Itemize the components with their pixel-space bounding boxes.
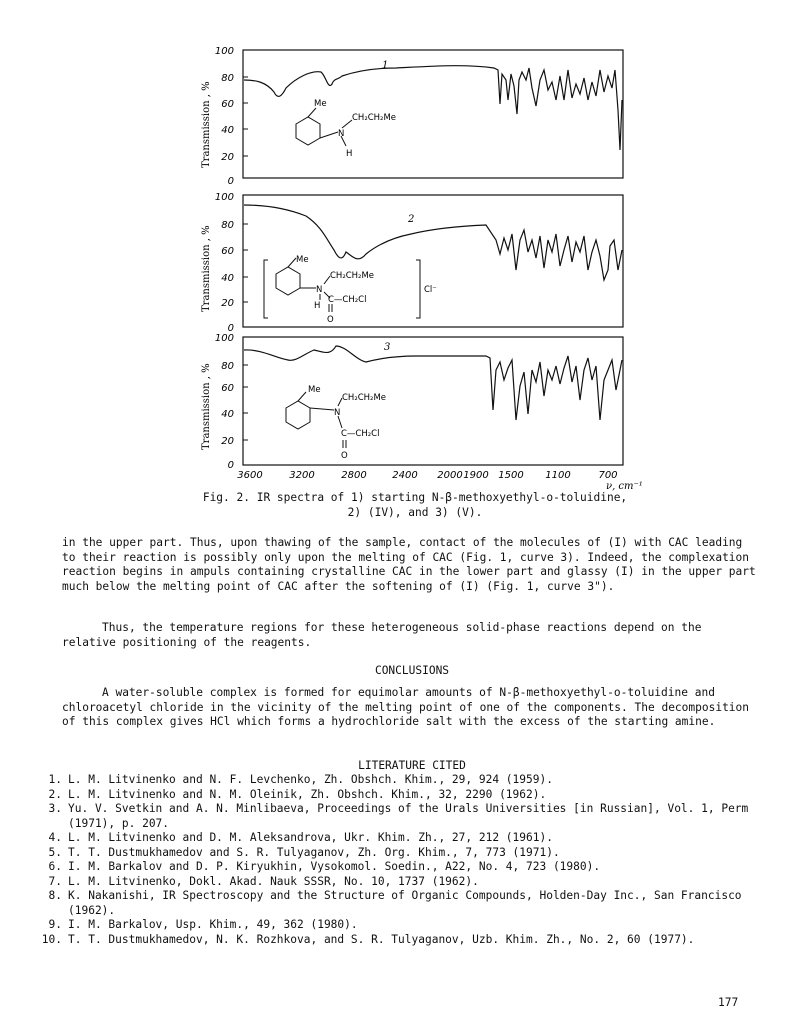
methyl-label: Me: [308, 385, 321, 395]
caption-line-2: 2) (IV), and 3) (V).: [347, 506, 483, 519]
spectrum-curve-3: [244, 346, 622, 420]
y-tick: 80: [221, 220, 234, 231]
x-axis-unit: ν, cm⁻¹: [606, 481, 643, 492]
x-ticks: [237, 470, 617, 481]
bracket-right: [416, 260, 420, 318]
reference-number: 6.: [48, 860, 62, 873]
counterion-label: Cl⁻: [424, 285, 437, 295]
benzene-ring-1: [296, 117, 320, 145]
y-tick: 60: [221, 383, 234, 394]
curve-label-3: 3: [384, 342, 391, 353]
paragraph-1: in the upper part. Thus, upon thawing of the sample, contact of the molecules of (I) with CAC leading to their reaction is possibly only upon the melting of CAC (Fig. 1, curve 3). Indeed, the complexation reaction begins in ampuls containing crystalline CAC in the lower part and glassy (I) in the upper part much below the melting point of CAC after the softening of (I) (Fig. 1, curve 3").: [62, 536, 756, 593]
hydrogen-label: H: [314, 301, 321, 311]
reference-item: [32, 788, 772, 803]
benzene-ring-3: [286, 401, 310, 429]
structure-1: [296, 108, 352, 146]
y-axis-title-1: Transmission , %: [201, 81, 212, 168]
ir-spectra-figure: [196, 40, 643, 500]
reference-number: 8.: [48, 889, 62, 902]
reference-item: [32, 846, 772, 861]
reference-number: 3.: [48, 802, 62, 815]
structure-3-labels: [308, 385, 386, 461]
oxygen-label: O: [341, 451, 348, 461]
structure-3: [286, 392, 346, 448]
page-number: 177: [718, 996, 739, 1009]
y-tick: 20: [221, 298, 234, 309]
spectrum-curve-2: [244, 205, 622, 280]
y-tick: 80: [221, 73, 234, 84]
y-tick: 100: [214, 333, 234, 344]
x-tick: 2400: [392, 470, 418, 481]
panel-2-y-ticks: [215, 192, 234, 334]
reference-number: 5.: [48, 845, 62, 859]
chain-label: CH₂CH₂Me: [352, 113, 397, 123]
y-tick: 0: [227, 460, 234, 471]
y-tick: 20: [221, 436, 234, 447]
nitrogen-label: N: [334, 408, 341, 418]
y-tick: 60: [221, 246, 234, 257]
reference-text: Yu. V. Svetkin and A. N. Minlibaeva, Proceedings of the Urals Universities [in Russian], Vol. 1, Perm (1971), p. 207.: [68, 802, 749, 830]
figure-caption: [180, 490, 650, 520]
structure-2-labels: [296, 255, 437, 325]
paragraph-2: Thus, the temperature regions for these heterogeneous solid-phase reactions depend on the relative positioning of the reagents.: [62, 621, 702, 649]
curve-label-1: 1: [382, 60, 389, 71]
spectrum-curve-1: [244, 66, 622, 150]
reference-text: L. M. Litvinenko and D. M. Aleksandrova, Ukr. Khim. Zh., 27, 212 (1961).: [68, 831, 553, 844]
y-tick: 40: [221, 125, 234, 136]
curve-label-2: 2: [408, 214, 415, 225]
reference-item: [32, 802, 772, 831]
reference-text: L. M. Litvinenko, Dokl. Akad. Nauk SSSR, No. 10, 1737 (1962).: [68, 874, 479, 888]
y-tick-marks: [243, 77, 248, 440]
y-axis-title-2: Transmission , %: [201, 225, 212, 312]
structure-2: [264, 258, 420, 318]
acyl-label: C—CH₂Cl: [328, 295, 367, 305]
y-tick: 0: [227, 176, 234, 187]
y-tick: 20: [221, 152, 234, 163]
reference-text: L. M. Litvinenko and N. F. Levchenko, Zh. Obshch. Khim., 29, 924 (1959).: [68, 773, 553, 786]
methyl-label: Me: [296, 255, 309, 265]
reference-text: I. M. Barkalov, Usp. Khim., 49, 362 (1980).: [68, 918, 358, 931]
reference-item: [32, 860, 772, 875]
reference-text: K. Nakanishi, IR Spectroscopy and the Structure of Organic Compounds, Holden-Day Inc., San Francisco (1962).: [68, 889, 742, 917]
reference-text: T. T. Dustmukhamedov, N. K. Rozhkova, and S. R. Tulyaganov, Uzb. Khim. Zh., No. 2, 60 (1977).: [68, 932, 695, 946]
y-tick: 100: [214, 192, 234, 203]
reference-number: 2.: [48, 787, 62, 801]
x-tick: 1900: [463, 470, 489, 481]
methyl-label: Me: [314, 99, 327, 109]
hydrogen-label: H: [346, 149, 353, 159]
y-tick: 100: [214, 46, 234, 57]
reference-number: 1.: [48, 773, 62, 786]
panel-1-y-ticks: [215, 46, 234, 187]
x-tick: 700: [598, 470, 618, 481]
paragraph-3: A water-soluble complex is formed for equimolar amounts of N-β-methoxyethyl-o-toluidine and chloroacetyl chloride in the vicinity of the melting point of one of the components. The decomposition of this complex gives HCl which forms a hydrochloride salt with the excess of the starting amine.: [62, 686, 750, 728]
chain-label: CH₂CH₂Me: [342, 393, 387, 403]
x-tick: 3200: [289, 470, 315, 481]
panel-3-y-ticks: [215, 333, 234, 471]
reference-item: [32, 773, 772, 788]
reference-number: 10.: [41, 932, 62, 946]
caption-line-1: Fig. 2. IR spectra of 1) starting N-β-methoxyethyl-o-toluidine,: [202, 491, 628, 504]
reference-item: [32, 889, 772, 918]
x-tick: 2800: [341, 470, 367, 481]
reference-item: [32, 933, 772, 948]
acyl-label: C—CH₂Cl: [341, 429, 380, 439]
reference-text: L. M. Litvinenko and N. M. Oleinik, Zh. Obshch. Khim., 32, 2290 (1962).: [68, 787, 547, 801]
nitrogen-label: N: [316, 285, 323, 295]
x-tick: 1500: [498, 470, 524, 481]
reference-list: [32, 773, 772, 947]
y-tick: 40: [221, 409, 234, 420]
y-axis-title-3: Transmission , %: [201, 363, 212, 450]
benzene-ring-2: [276, 267, 300, 295]
literature-heading: LITERATURE CITED: [358, 759, 466, 772]
nitrogen-label: N: [338, 129, 345, 139]
reference-item: [32, 875, 772, 890]
chain-label: CH₂CH₂Me: [330, 271, 375, 281]
reference-number: 7.: [48, 874, 62, 888]
y-tick: 60: [221, 99, 234, 110]
reference-number: 4.: [48, 831, 62, 844]
reference-text: I. M. Barkalov and D. P. Kiryukhin, Vysokomol. Soedin., A22, No. 4, 723 (1980).: [68, 860, 601, 873]
panel-1-frame: [243, 50, 623, 178]
y-tick: 40: [221, 273, 234, 284]
conclusions-heading: CONCLUSIONS: [374, 664, 450, 677]
reference-item: [32, 831, 772, 846]
oxygen-label: O: [327, 315, 334, 325]
x-tick: 2000: [437, 470, 463, 481]
y-tick: 0: [227, 323, 234, 334]
y-tick: 80: [221, 361, 234, 372]
structure-1-labels: [314, 99, 396, 159]
x-tick: 3600: [237, 470, 263, 481]
x-tick: 1100: [545, 470, 571, 481]
reference-text: T. T. Dustmukhamedov and S. R. Tulyaganov, Zh. Org. Khim., 7, 773 (1971).: [68, 845, 560, 859]
ir-spectra-svg: [196, 40, 643, 500]
reference-number: 9.: [48, 918, 62, 931]
bracket-left: [264, 260, 268, 318]
reference-item: [32, 918, 772, 933]
